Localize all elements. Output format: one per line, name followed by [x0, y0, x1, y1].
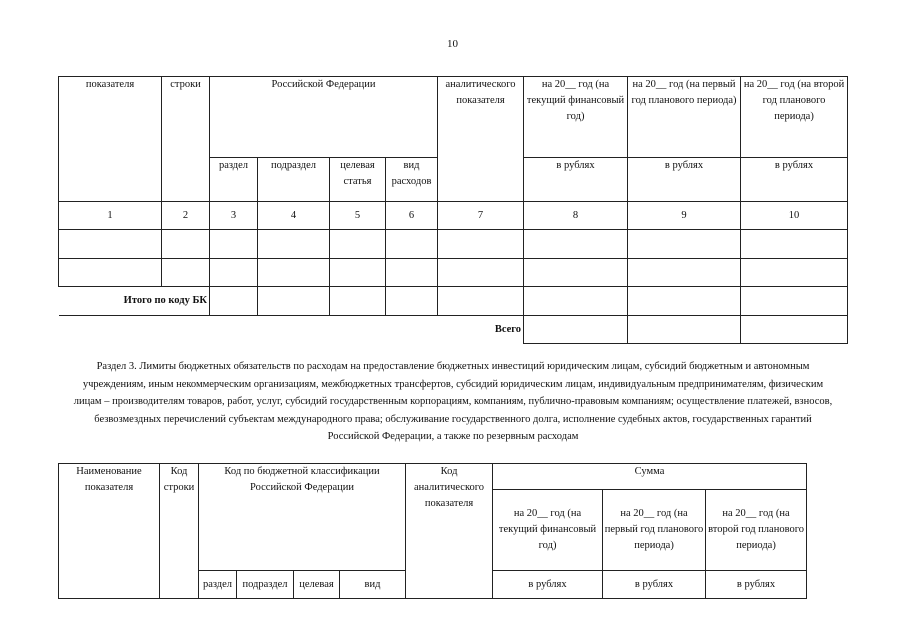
col-number: 1: [59, 202, 162, 230]
total-label: Всего: [59, 316, 524, 344]
header-analytic-code: аналитического показателя: [438, 77, 524, 202]
header-row-code: Код строки: [160, 464, 199, 599]
header-indicator-name: Наименование показателя: [59, 464, 160, 599]
header-celevaya-statya: целевая статья: [330, 158, 386, 202]
col-number: 4: [258, 202, 330, 230]
header-year-current: на 20__ год (на текущий финансовый год): [493, 490, 603, 571]
col-number: 6: [386, 202, 438, 230]
col-number: 7: [438, 202, 524, 230]
header-year-plan1: на 20__ год (на первый год планового периода): [603, 490, 706, 571]
header-unit-1: в рублях: [524, 158, 628, 202]
header-year-plan2: на 20__ год (на второй год планового периода): [706, 490, 807, 571]
col-number: 10: [741, 202, 848, 230]
header-year-plan2: на 20__ год (на второй год планового периода): [741, 77, 848, 158]
header-budget-classification: Российской Федерации: [210, 77, 438, 158]
header-indicator-name: показателя: [59, 77, 162, 202]
header-sum: Сумма: [493, 464, 807, 490]
limits-table-continued: [58, 76, 848, 344]
header-podrazdel: подраздел: [237, 571, 294, 599]
header-unit-2: в рублях: [628, 158, 741, 202]
header-podrazdel: подраздел: [258, 158, 330, 202]
col-number: 5: [330, 202, 386, 230]
header-analytic-code: Код аналитического показателя: [406, 464, 493, 599]
section-3-limits-table: [58, 463, 807, 599]
header-unit-2: в рублях: [603, 571, 706, 599]
header-razdel: раздел: [210, 158, 258, 202]
table-row: [59, 259, 848, 287]
total-row: [59, 316, 848, 344]
header-year-current: на 20__ год (на текущий финансовый год): [524, 77, 628, 158]
header-budget-classification: Код по бюджетной классификации Российской Федерации: [199, 464, 406, 571]
header-razdel: раздел: [199, 571, 237, 599]
section-3-title: Раздел 3. Лимиты бюджетных обязательств по расходам на предоставление бюджетных инвестиций юридическим лицам, субсидий бюджетным и автономным учреждениям, иным некоммерческим организациям, межбюджетных трансфертов, субсидий юридическим лицам, индивидуальным предпринимателям, физическим лицам – производителям товаров, работ, услуг, субсидий государственным корпорациям, компаниям, публично-правовым компаниям; осуществление платежей, взносов, безвозмездных перечислений субъектам международного права; обслуживание государственного долга, исполнение судебных актов, государственных гарантий Российской Федерации, а также по резервным расходам: [73, 361, 833, 442]
table-row: [59, 230, 848, 259]
col-number: 2: [162, 202, 210, 230]
header-vid-rashodov: вид расходов: [386, 158, 438, 202]
page-number: 10: [447, 38, 458, 50]
header-unit-1: в рублях: [493, 571, 603, 599]
total-bk-label: Итого по коду БК: [59, 287, 210, 316]
header-unit-3: в рублях: [741, 158, 848, 202]
header-row-code: строки: [162, 77, 210, 202]
header-vid: вид: [340, 571, 406, 599]
col-number: 8: [524, 202, 628, 230]
total-bk-row: [59, 287, 848, 316]
header-year-plan1: на 20__ год (на первый год планового периода): [628, 77, 741, 158]
col-number: 9: [628, 202, 741, 230]
col-number: 3: [210, 202, 258, 230]
header-unit-3: в рублях: [706, 571, 807, 599]
header-celevaya: целевая: [294, 571, 340, 599]
